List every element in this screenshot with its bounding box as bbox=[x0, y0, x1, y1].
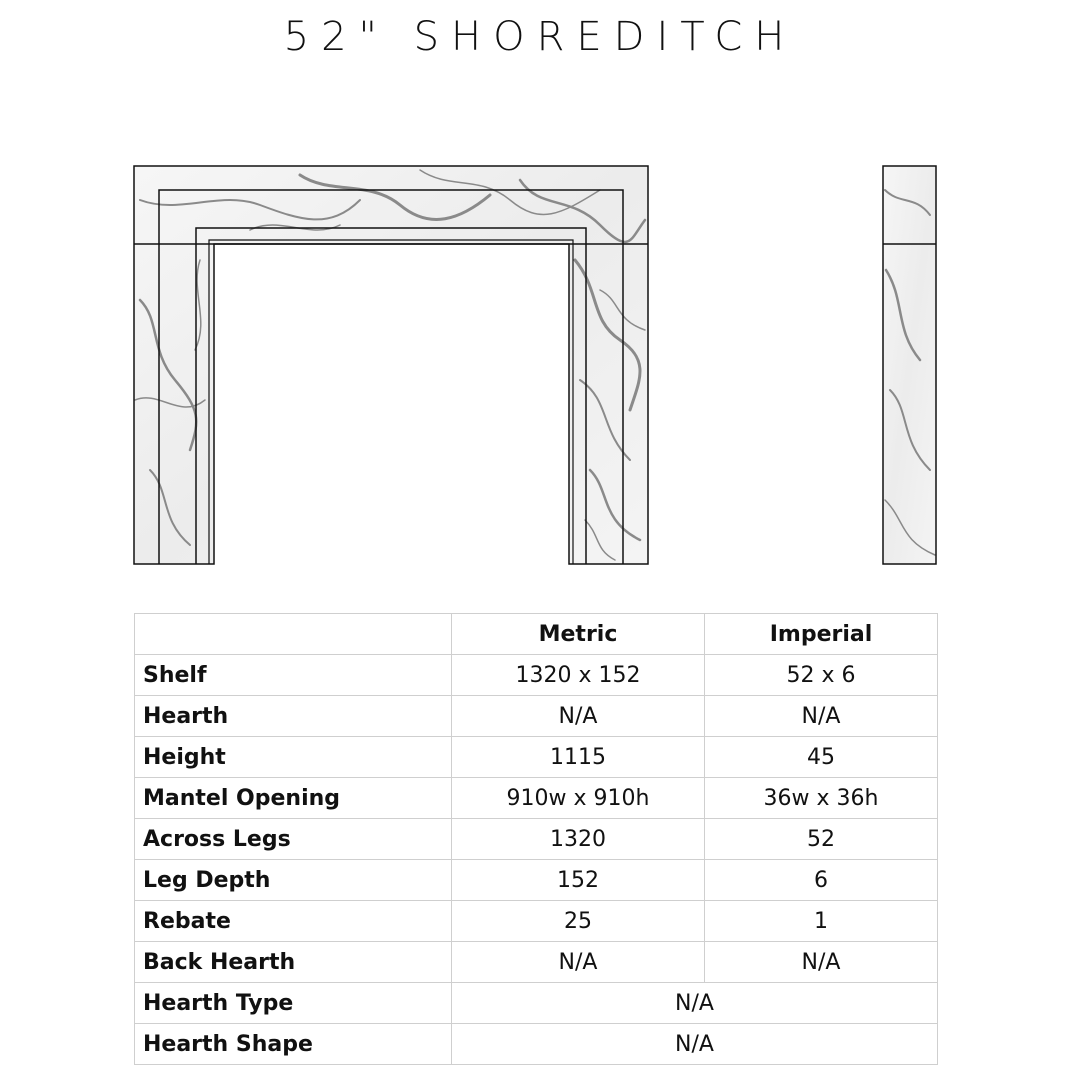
spec-table bbox=[134, 613, 938, 1065]
table-row bbox=[135, 696, 938, 737]
imperial-value: 1 bbox=[705, 901, 938, 942]
metric-value: 25 bbox=[452, 901, 705, 942]
front-elevation bbox=[134, 166, 648, 564]
row-label: Hearth Shape bbox=[135, 1024, 452, 1065]
header-imperial: Imperial bbox=[705, 614, 938, 655]
table-row bbox=[135, 655, 938, 696]
side-elevation bbox=[883, 166, 936, 564]
header-row bbox=[135, 614, 938, 655]
row-label: Mantel Opening bbox=[135, 778, 452, 819]
row-label: Hearth Type bbox=[135, 983, 452, 1024]
metric-value: N/A bbox=[452, 942, 705, 983]
row-label: Leg Depth bbox=[135, 860, 452, 901]
imperial-value: 36w x 36h bbox=[705, 778, 938, 819]
table-row bbox=[135, 778, 938, 819]
imperial-value: N/A bbox=[705, 696, 938, 737]
frame-line-mid bbox=[196, 228, 586, 564]
row-label: Height bbox=[135, 737, 452, 778]
imperial-value: 52 x 6 bbox=[705, 655, 938, 696]
merged-value: N/A bbox=[452, 1024, 938, 1065]
metric-value: 1115 bbox=[452, 737, 705, 778]
metric-value: 1320 x 152 bbox=[452, 655, 705, 696]
table-row bbox=[135, 901, 938, 942]
row-label: Back Hearth bbox=[135, 942, 452, 983]
row-label: Across Legs bbox=[135, 819, 452, 860]
table-row bbox=[135, 942, 938, 983]
frame-line-inner bbox=[209, 240, 573, 564]
imperial-value: N/A bbox=[705, 942, 938, 983]
metric-value: N/A bbox=[452, 696, 705, 737]
table-row bbox=[135, 737, 938, 778]
imperial-value: 45 bbox=[705, 737, 938, 778]
metric-value: 152 bbox=[452, 860, 705, 901]
imperial-value: 52 bbox=[705, 819, 938, 860]
table-row-merged bbox=[135, 983, 938, 1024]
table-row bbox=[135, 819, 938, 860]
row-label: Shelf bbox=[135, 655, 452, 696]
row-label: Hearth bbox=[135, 696, 452, 737]
table-row bbox=[135, 860, 938, 901]
metric-value: 910w x 910h bbox=[452, 778, 705, 819]
frame-line-outer bbox=[159, 190, 623, 564]
imperial-value: 6 bbox=[705, 860, 938, 901]
metric-value: 1320 bbox=[452, 819, 705, 860]
page-title: 52" SHOREDITCH bbox=[283, 14, 797, 60]
table-row-merged bbox=[135, 1024, 938, 1065]
marble-surround bbox=[134, 166, 648, 564]
header-blank bbox=[135, 614, 452, 655]
merged-value: N/A bbox=[452, 983, 938, 1024]
header-metric: Metric bbox=[452, 614, 705, 655]
row-label: Rebate bbox=[135, 901, 452, 942]
